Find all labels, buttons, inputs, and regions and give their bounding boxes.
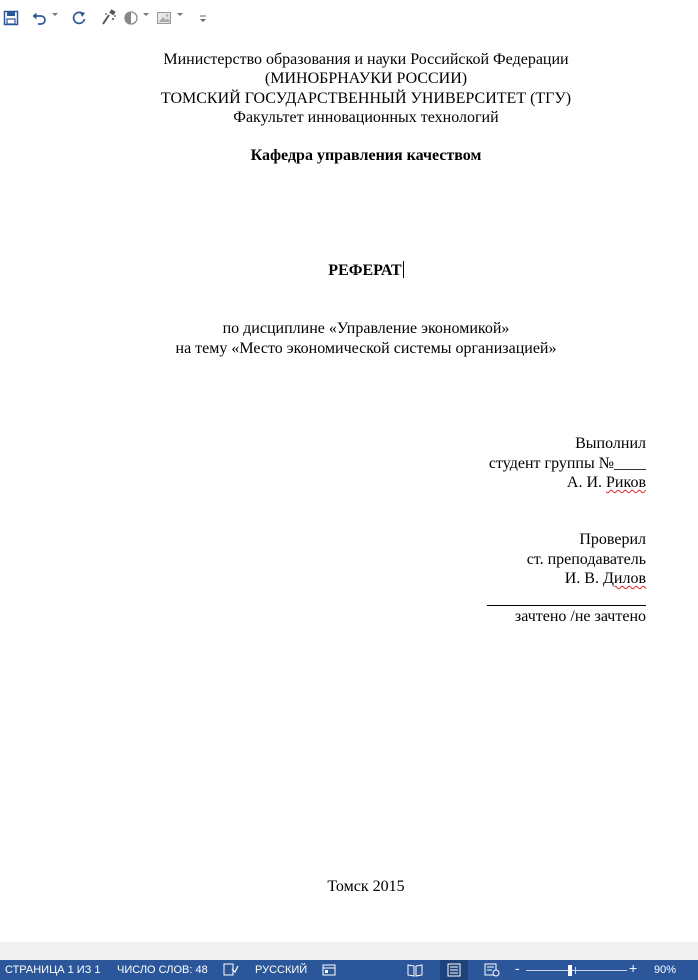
language-status[interactable]: РУССКИЙ (255, 964, 308, 976)
zoom-slider-center-mark (575, 967, 576, 974)
text-cursor (403, 261, 404, 278)
student-name-line (567, 473, 646, 492)
customize-toolbar-button[interactable] (198, 8, 208, 28)
checked-by-label: Проверил (579, 531, 646, 548)
student-surname: Риков (606, 474, 646, 491)
contrast-dropdown-caret[interactable] (143, 13, 149, 16)
format-painter-button[interactable] (100, 8, 118, 28)
contrast-icon (123, 10, 139, 26)
signature-line (487, 605, 646, 606)
document-title: РЕФЕРАТ (328, 262, 402, 279)
teacher-name-line (565, 569, 646, 588)
picture-button[interactable] (156, 8, 172, 28)
status-bar (0, 960, 698, 980)
zoom-slider[interactable] (526, 970, 627, 971)
faculty-line: Факультет инновационных технологий (233, 109, 499, 126)
student-group-line: студент группы №____ (488, 455, 646, 472)
undo-icon (31, 10, 47, 26)
save-button[interactable] (3, 8, 19, 28)
word-count-status[interactable]: ЧИСЛО СЛОВ: 48 (117, 964, 208, 976)
student-initials: А. И. (566, 474, 607, 491)
zoom-in-button[interactable]: + (629, 960, 638, 976)
zoom-slider-thumb[interactable] (568, 965, 572, 976)
teacher-role-line: ст. преподаватель (526, 551, 646, 568)
topic-line: на тему «Место экономической системы организацией» (175, 340, 557, 357)
contrast-button[interactable] (123, 8, 139, 28)
page-gap (0, 942, 698, 960)
redo-icon (71, 10, 87, 26)
redo-button[interactable] (71, 8, 87, 28)
discipline-line: по дисциплине «Управление экономикой» (222, 320, 510, 337)
grade-line: зачтено /не зачтено (514, 608, 646, 625)
quick-access-toolbar (0, 0, 698, 38)
macro-icon[interactable] (322, 963, 336, 977)
teacher-surname: Дилов (602, 570, 646, 587)
zoom-level[interactable]: 90% (654, 964, 677, 976)
ministry-abbr-line: (МИНОБРНАУКИ РОССИИ) (264, 70, 468, 87)
zoom-out-button[interactable]: - (515, 960, 520, 976)
department-line: Кафедра управления качеством (250, 147, 482, 164)
university-line: ТОМСКИЙ ГОСУДАРСТВЕННЫЙ УНИВЕРСИТЕТ (ТГУ) (160, 90, 572, 107)
page-count-status[interactable]: СТРАНИЦА 1 ИЗ 1 (5, 964, 101, 976)
customize-icon (198, 12, 208, 24)
print-layout-icon[interactable] (446, 963, 462, 977)
picture-icon (156, 10, 172, 26)
proofing-icon[interactable] (223, 963, 239, 977)
web-layout-icon[interactable] (484, 963, 500, 977)
ministry-line: Министерство образования и науки Российской Федерации (163, 51, 569, 68)
document-title-line[interactable] (0, 261, 698, 280)
save-icon (3, 10, 19, 26)
undo-button[interactable] (31, 8, 47, 28)
format-painter-icon (100, 9, 118, 27)
undo-dropdown-caret[interactable] (52, 13, 58, 16)
picture-dropdown-caret[interactable] (177, 13, 183, 16)
vertical-scrollbar[interactable] (684, 38, 698, 942)
teacher-initials: И. В. (564, 570, 603, 587)
done-by-label: Выполнил (575, 435, 646, 452)
city-year-line: Томск 2015 (327, 878, 405, 895)
read-mode-icon[interactable] (407, 963, 423, 977)
